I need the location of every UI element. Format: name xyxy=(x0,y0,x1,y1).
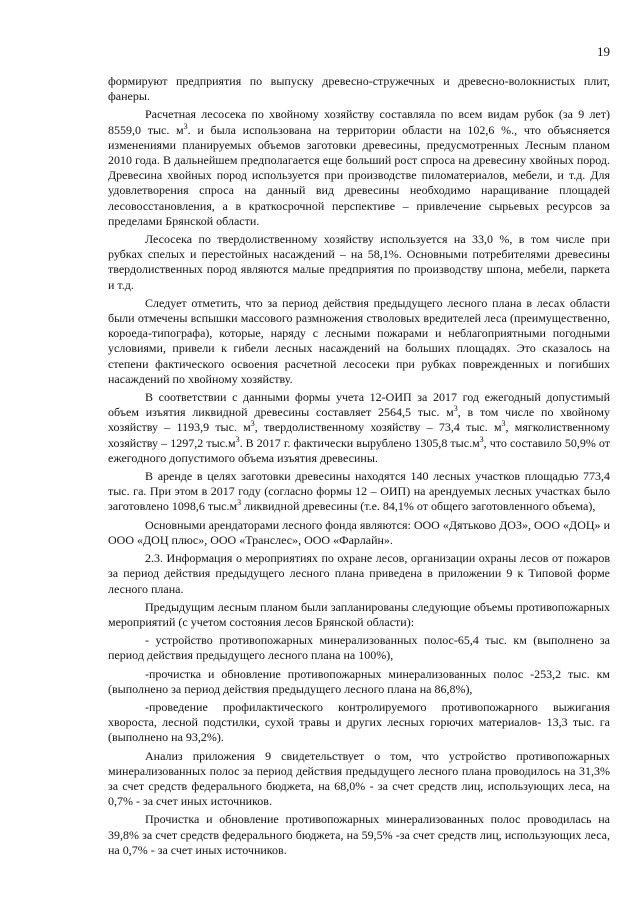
paragraph: -прочистка и обновление противопожарных минерализованных полос -253,2 тыс. км (выполнено за период действия предыдущего лесного плана на 86,8%), xyxy=(108,666,610,696)
paragraph xyxy=(108,390,610,466)
text-run: В аренде в целях заготовки древесины находятся 140 лесных участков площадью 773,4 тыс. га. При этом в 2017 году (согласно формы 12 – ОИП) на арендуемых лесных участках было заготовлено 1098,6 тыс.м xyxy=(108,469,610,514)
superscript: 3 xyxy=(183,121,188,131)
text-run: , мягколиственному хозяйству – 1297,2 тыс.м xyxy=(108,420,610,450)
superscript: 3 xyxy=(237,498,242,508)
text-run: , твердолиственному хозяйству – 73,4 тыс. м xyxy=(254,420,502,435)
paragraph: -проведение профилактического контролируемого противопожарного выжигания хвороста, лесной подстилки, сухой травы и других лесных горючих материалов- 13,3 тыс. га (выполнено на 93,2%). xyxy=(108,699,610,745)
superscript: 3 xyxy=(479,434,484,444)
paragraph xyxy=(108,469,610,515)
text-run: , в том числе по хвойному хозяйству – 1193,9 тыс. м xyxy=(108,405,610,435)
page-number: 19 xyxy=(597,44,610,59)
paragraph: Анализ приложения 9 свидетельствует о том, что устройство противопожарных минерализованных полос за период действия предыдущего лесного плана проводилось на 31,3% за счет средств федерального бюджета, на 68,0% - за счет средств лиц, использующих леса, на 0,7% - за счет иных источников. xyxy=(108,748,610,809)
paragraph: Основными арендаторами лесного фонда являются: ООО «Дятьково ДОЗ», ООО «ДОЦ» и ООО «ДОЦ плюс», ООО «Транслес», ООО «Фарлайн». xyxy=(108,517,610,547)
paragraph: 2.3. Информация о мероприятиях по охране лесов, организации охраны лесов от пожаров за период действия предыдущего лесного плана приведена в приложении 9 к Типовой форме лесного плана. xyxy=(108,551,610,596)
text-run: . и была использована на территории области на 102,6 %., что объясняется изменениями планируемых объемов заготовки древесины, предусмотренных Лесным планом 2010 года. В дальнейшем предполагается еще больший рост спроса на древесину хвойных пород. Древесина хвойных пород используется при производстве пиломатериалов, мебели, и т.д. Для удовлетворения спроса на данный вид древесины необходимо наращивание площадей лесовосстановления, а в краткосрочной перспективе – привлечение сырьевых ресурсов за пределами Брянской области. xyxy=(108,122,611,228)
paragraph: Прочистка и обновление противопожарных минерализованных полос проводилась на 39,8% за счет средств федерального бюджета, на 59,5% -за счет средств лиц, использующих леса, на 0,7% - за счет иных источников. xyxy=(108,812,610,857)
superscript: 3 xyxy=(501,419,506,429)
paragraph: формируют предприятия по выпуску древесно-стружечных и древесно-волокнистых плит, фанеры. xyxy=(108,74,610,104)
text-run: ликвидной древесины (т.е. 84,1% от общего заготовленного объема), xyxy=(241,499,596,514)
text-run: Расчетная лесосека по хвойному хозяйству составляла по всем видам рубок (за 9 лет) 8559,0 тыс. м xyxy=(108,107,610,137)
paragraph: - устройство противопожарных минерализованных полос-65,4 тыс. км (выполнено за период действия предыдущего лесного плана на 100%), xyxy=(108,633,610,663)
text-run: В соответствии с данными формы учета 12-ОИП за 2017 год ежегодный допустимый объем изъятия ликвидной древесины составляет 2564,5 тыс. м xyxy=(108,390,610,420)
text-run: , что составило 50,9% от ежегодного допустимого объема изъятия древесины. xyxy=(108,435,610,465)
text-run: . В 2017 г. фактически вырублено 1305,8 тыс.м xyxy=(239,435,480,450)
superscript: 3 xyxy=(250,419,255,429)
paragraph xyxy=(108,107,610,229)
paragraph: Предыдущим лесным планом были запланированы следующие объемы противопожарных мероприятий (с учетом состояния лесов Брянской области): xyxy=(108,599,610,629)
paragraph: Следует отметить, что за период действия предыдущего лесного плана в лесах области были отмечены вспышки массового размножения стволовых вредителей леса (преимущественно, короеда-типографа), которые, наряду с лесными пожарами и неблагоприятными погодными условиями, привели к гибели лесных насаждений на больших площадях. Это сказалось на степени фактического освоения расчетной лесосеки при рубках поврежденных и погибших насаждений по хвойному хозяйству. xyxy=(108,295,610,386)
superscript: 3 xyxy=(453,404,458,414)
document-body xyxy=(108,74,610,861)
superscript: 3 xyxy=(235,434,240,444)
paragraph: Лесосека по твердолиственному хозяйству используется на 33,0 %, в том числе при рубках спелых и перестойных насаждений – на 58,1%. Основными потребителями древесины твердолиственных пород являются малые предприятия по производству шпона, мебели, паркета и т.д. xyxy=(108,232,610,292)
